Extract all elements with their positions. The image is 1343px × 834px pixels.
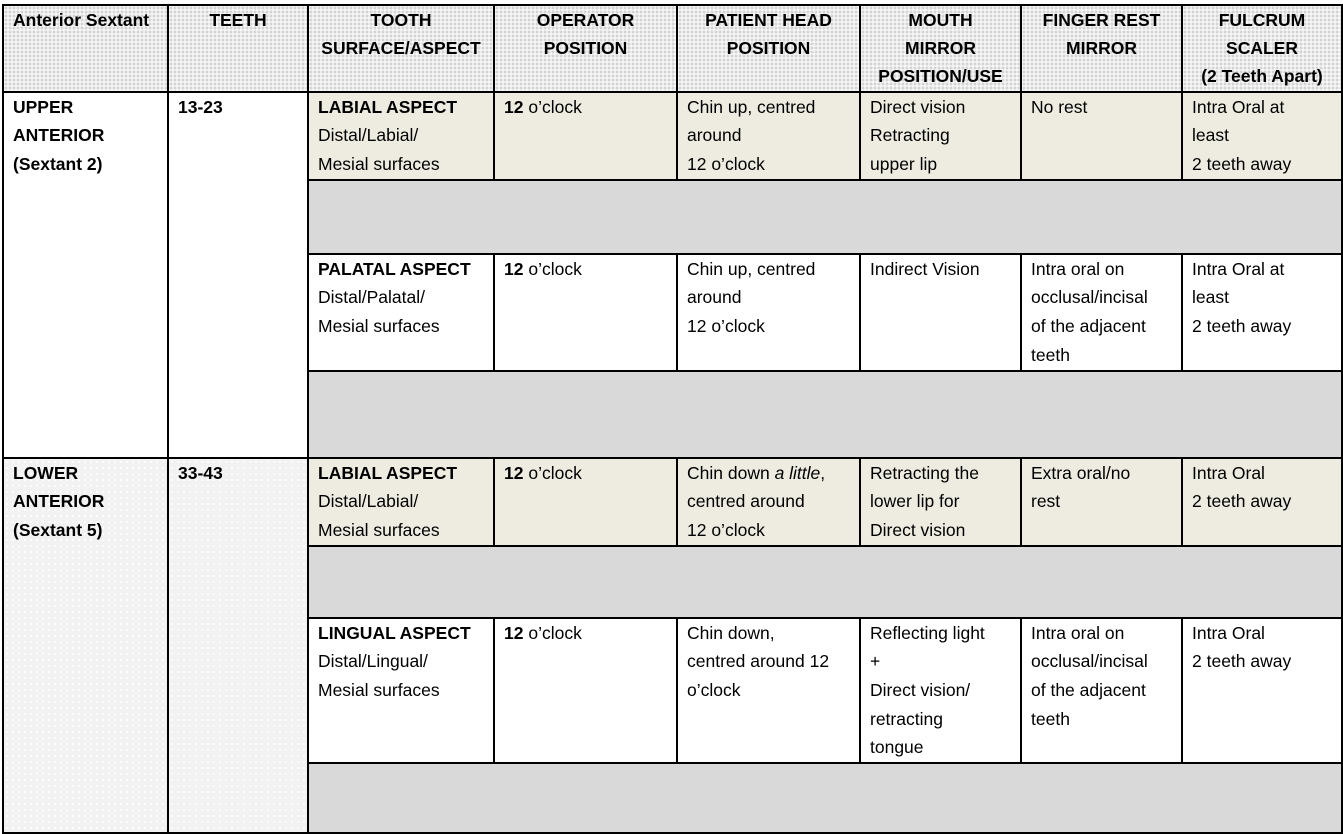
lower-lingual-mirror: Reflecting light + Direct vision/ retracting tongue [860,618,1021,764]
upper-palatal-mirror: Indirect Vision [860,254,1021,371]
upper-sextant-label: UPPER ANTERIOR (Sextant 2) [3,92,168,458]
upper-labial-mirror: Direct vision Retracting upper lip [860,92,1021,180]
header-mouth-mirror: MOUTH MIRROR POSITION/USE [860,5,1021,92]
lower-labial-mirror: Retracting the lower lip for Direct vision [860,458,1021,546]
header-teeth: TEETH [168,5,308,92]
lower-sextant-label: LOWER ANTERIOR (Sextant 5) [3,458,168,834]
anterior-sextant-table [2,4,1343,834]
upper-palatal-aspect: PALATAL ASPECT Distal/Palatal/ Mesial surfaces [308,254,494,371]
header-row [3,5,1342,92]
spacer-cell [308,763,1342,833]
lower-teeth-range: 33-43 [168,458,308,834]
upper-labial-head: Chin up, centred around 12 o’clock [677,92,860,180]
spacer-cell [308,546,1342,618]
upper-labial-operator: 12 o’clock [494,92,677,180]
lower-labial-row [3,458,1342,546]
lower-lingual-head: Chin down, centred around 12 o’clock [677,618,860,764]
upper-labial-finger-rest: No rest [1021,92,1182,180]
lower-lingual-operator: 12 o’clock [494,618,677,764]
upper-palatal-finger-rest: Intra oral on occlusal/incisal of the adjacent teeth [1021,254,1182,371]
lower-labial-aspect: LABIAL ASPECT Distal/Labial/ Mesial surfaces [308,458,494,546]
header-finger-rest-mirror: FINGER REST MIRROR [1021,5,1182,92]
lower-labial-head: Chin down a little, centred around 12 o’clock [677,458,860,546]
upper-palatal-head: Chin up, centred around 12 o’clock [677,254,860,371]
header-operator-position: OPERATOR POSITION [494,5,677,92]
upper-palatal-operator: 12 o’clock [494,254,677,371]
upper-teeth-range: 13-23 [168,92,308,458]
upper-labial-row [3,92,1342,180]
upper-labial-fulcrum: Intra Oral at least 2 teeth away [1182,92,1342,180]
lower-labial-operator: 12 o’clock [494,458,677,546]
upper-labial-aspect: LABIAL ASPECT Distal/Labial/ Mesial surfaces [308,92,494,180]
lower-lingual-fulcrum: Intra Oral 2 teeth away [1182,618,1342,764]
header-patient-head-position: PATIENT HEAD POSITION [677,5,860,92]
header-tooth-surface: TOOTH SURFACE/ASPECT [308,5,494,92]
spacer-cell [308,371,1342,458]
lower-labial-finger-rest: Extra oral/no rest [1021,458,1182,546]
lower-lingual-finger-rest: Intra oral on occlusal/incisal of the adjacent teeth [1021,618,1182,764]
spacer-cell [308,180,1342,254]
header-anterior-sextant: Anterior Sextant [3,5,168,92]
upper-palatal-fulcrum: Intra Oral at least 2 teeth away [1182,254,1342,371]
lower-labial-fulcrum: Intra Oral 2 teeth away [1182,458,1342,546]
lower-lingual-aspect: LINGUAL ASPECT Distal/Lingual/ Mesial surfaces [308,618,494,764]
header-fulcrum-scaler: FULCRUM SCALER (2 Teeth Apart) [1182,5,1342,92]
